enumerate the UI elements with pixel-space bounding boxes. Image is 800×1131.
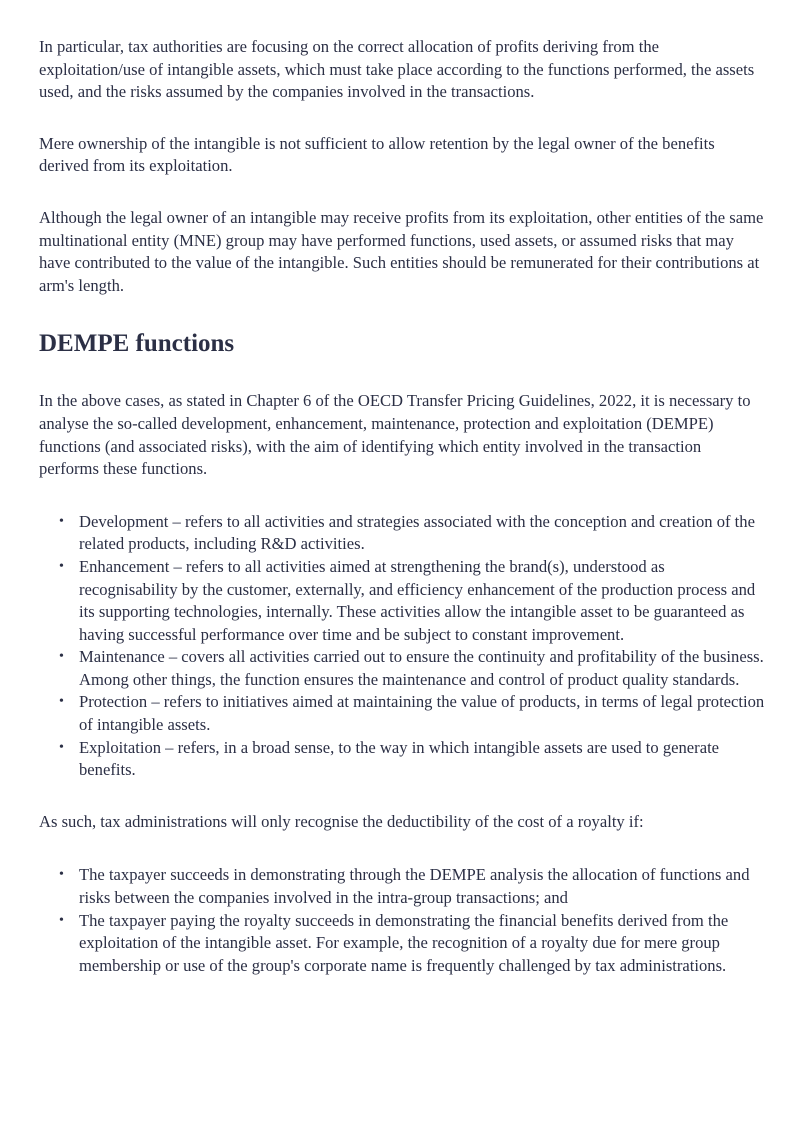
bullet-icon: • [59,739,64,755]
paragraph-royalty-deductibility: As such, tax administrations will only recognise the deductibility of the cost of a royalty if: [39,811,644,831]
list-item-development [59,511,765,556]
list-item-text: Protection – refers to initiatives aimed at maintaining the value of products, in terms of legal protection of intangible assets. [79,692,765,735]
bullet-icon: • [59,649,64,665]
section-heading: DEMPE functions [39,330,235,358]
list-item-exploitation [59,737,765,782]
list-item-text: Maintenance – covers all activities carried out to ensure the continuity and profitability of the business. Among other things, the function ensures the maintenance and control of product quality standards. [79,647,764,689]
list-item-enhancement [59,556,765,646]
list-item-protection [59,691,765,736]
list-item-text: The taxpayer paying the royalty succeeds in demonstrating the financial benefits derived from the exploitation of the intangible asset. For example, the recognition of a royalty due for mere group membership or use of the group's corporate name is frequently challenged by tax administrations. [79,910,729,975]
bullet-icon: • [59,558,64,574]
bullet-icon: • [59,513,64,529]
list-item-condition-benefits [59,910,765,978]
paragraph-mere-ownership: Mere ownership of the intangible is not sufficient to allow retention by the legal owner of the benefits derived from its exploitation. [39,133,715,176]
paragraph-dempe-intro: In the above cases, as stated in Chapter 6 of the OECD Transfer Pricing Guidelines, 2022, it is necessary to analyse the so-called development, enhancement, maintenance, protection and exploitation (DEMPE) functions (and associated risks), with the aim of identifying which entity involved in the transaction performs these functions. [39,391,751,479]
document-page [39,36,765,977]
list-item-text: The taxpayer succeeds in demonstrating through the DEMPE analysis the allocation of functions and risks between the companies involved in the intra-group transactions; and [79,865,750,908]
bullet-icon: • [59,694,64,710]
list-item-condition-dempe [59,864,765,909]
royalty-conditions-list [39,864,765,977]
dempe-functions-list [39,511,765,782]
bullet-icon: • [59,867,64,883]
list-item-text: Exploitation – refers, in a broad sense, to the way in which intangible assets are used to generate benefits. [79,737,720,780]
list-item-maintenance [59,646,765,691]
list-item-text: Development – refers to all activities and strategies associated with the conception and creation of the related products, including R&D activities. [79,511,755,554]
paragraph-legal-owner: Although the legal owner of an intangible may receive profits from its exploitation, other entities of the same multinational entity (MNE) group may have performed functions, used assets, or assumed risks that may have contributed to the value of the intangible. Such entities should be remunerated for their contributions at arm's length. [39,207,764,295]
paragraph-profit-allocation: In particular, tax authorities are focusing on the correct allocation of profits deriving from the exploitation/use of intangible assets, which must take place according to the functions performed, the assets used, and the risks assumed by the companies involved in the transactions. [39,37,755,102]
list-item-text: Enhancement – refers to all activities aimed at strengthening the brand(s), understood as recognisability by the customer, externally, and efficiency enhancement of the production process and its supporting technologies, internally. These activities allow the intangible asset to be guaranteed as having successful performance over time and be subject to constant improvement. [79,556,756,644]
bullet-icon: • [59,912,64,928]
